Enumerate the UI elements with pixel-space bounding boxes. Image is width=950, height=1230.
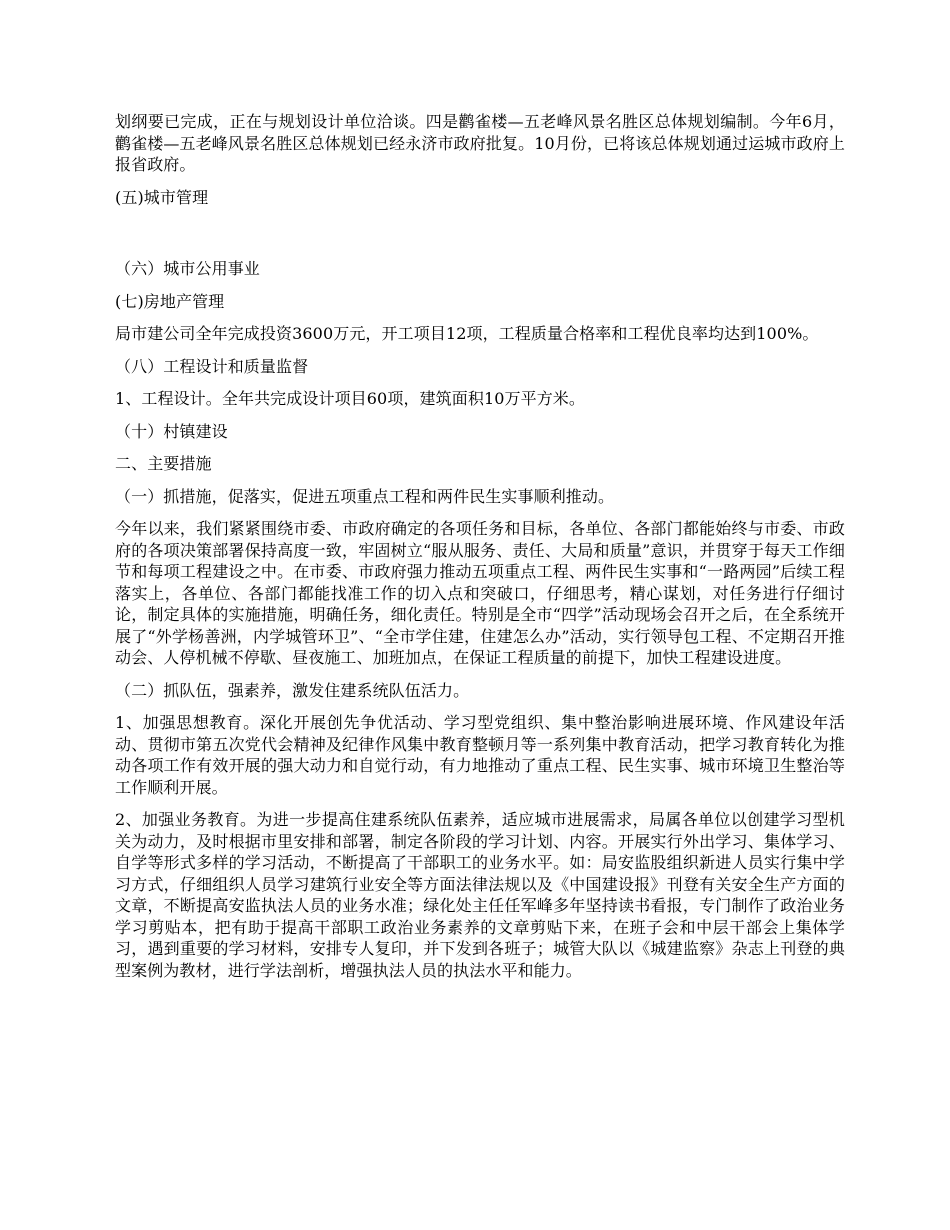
- heading-village-construction: （十）村镇建设: [115, 421, 228, 441]
- heading-measure-two: （二）抓队伍，强素养，激发住建系统队伍活力。: [115, 680, 470, 700]
- heading-public-utilities: （六）城市公用事业: [115, 259, 260, 278]
- document-page: [115, 111, 845, 992]
- heading-measure-one: （一）抓措施，促落实，促进五项重点工程和两件民生实事顺利推动。: [115, 486, 615, 506]
- paragraph-business-education: 2、加强业务教育。为进一步提高住建系统队伍素养，适应城市进展需求，局属各单位以创建学习型机关为动力，及时根据市里安排和部署，制定各阶段的学习计划、内容。开展实行外出学习、集体学习、自学等形式多样的学习活动，不断提高了干部职工的业务水平。如：局安监股组织新进人员实行集中学习方式，仔细组织人员学习建筑行业安全等方面法律法规以及《中国建设报》刊登有关安全生产方面的文章，不断提高安监执法人员的业务水准；绿化处主任任军峰多年坚持读书看报，专门制作了政治业务学习剪贴本，把有助于提高干部职工政治业务素养的文章剪贴下来，在班子会和中层干部会上集体学习，遇到重要的学习材料，安排专人复印，并下发到各班子；城管大队以《城建监察》杂志上刊登的典型案例为教材，进行学法剖析，增强执法人员的执法水平和能力。: [115, 810, 845, 980]
- heading-city-management: (五)城市管理: [115, 187, 209, 207]
- paragraph-planning-status: 划纲要已完成，正在与规划设计单位洽谈。四是鹳雀楼—五老峰风景名胜区总体规划编制。今年6月，鹳雀楼—五老峰风景名胜区总体规划已经永济市政府批复。10月份，已将该总体规划通过运城市政府上报省政府。: [115, 112, 845, 174]
- paragraph-engineering-design: 1、工程设计。全年共完成设计项目60项，建筑面积10万平方米。: [115, 389, 585, 408]
- paragraph-measure-one-body: 今年以来，我们紧紧围绕市委、市政府确定的各项任务和目标，各单位、各部门都能始终与市委、市政府的各项决策部署保持高度一致，牢固树立“服从服务、责任、大局和质量”意识，并贯穿于每天工作细节和每项工程建设之中。在市委、市政府强力推动五项重点工程、两件民生实事和“一路两园”后续工程落实上，各单位、各部门都能找准工作的切入点和突破口，仔细思考，精心谋划，对任务进行仔细讨论，制定具体的实施措施，明确任务，细化责任。特别是全市“四学”活动现场会召开之后，在全系统开展了“外学杨善洲，内学城管环卫”、“全市学住建，住建怎么办”活动，实行领导包工程、不定期召开推动会、人停机械不停歇、昼夜施工、加班加点，在保证工程质量的前提下，加快工程建设进度。: [115, 519, 845, 667]
- paragraph-construction-company: 局市建公司全年完成投资3600万元，开工项目12项，工程质量合格率和工程优良率均达到100%。: [115, 324, 819, 343]
- heading-design-quality: （八）工程设计和质量监督: [115, 356, 309, 376]
- heading-main-measures: 二、主要措施: [115, 454, 212, 473]
- paragraph-ideological-education: 1、加强思想教育。深化开展创先争优活动、学习型党组织、集中整治影响进展环境、作风建设年活动、贯彻市第五次党代会精神及纪律作风集中教育整顿月等一系列集中教育活动，把学习教育转化为推动各项工作有效开展的强大动力和自觉行动，有力地推动了重点工程、民生实事、城市环境卫生整治等工作顺利开展。: [115, 713, 845, 797]
- heading-real-estate: (七)房地产管理: [115, 291, 225, 311]
